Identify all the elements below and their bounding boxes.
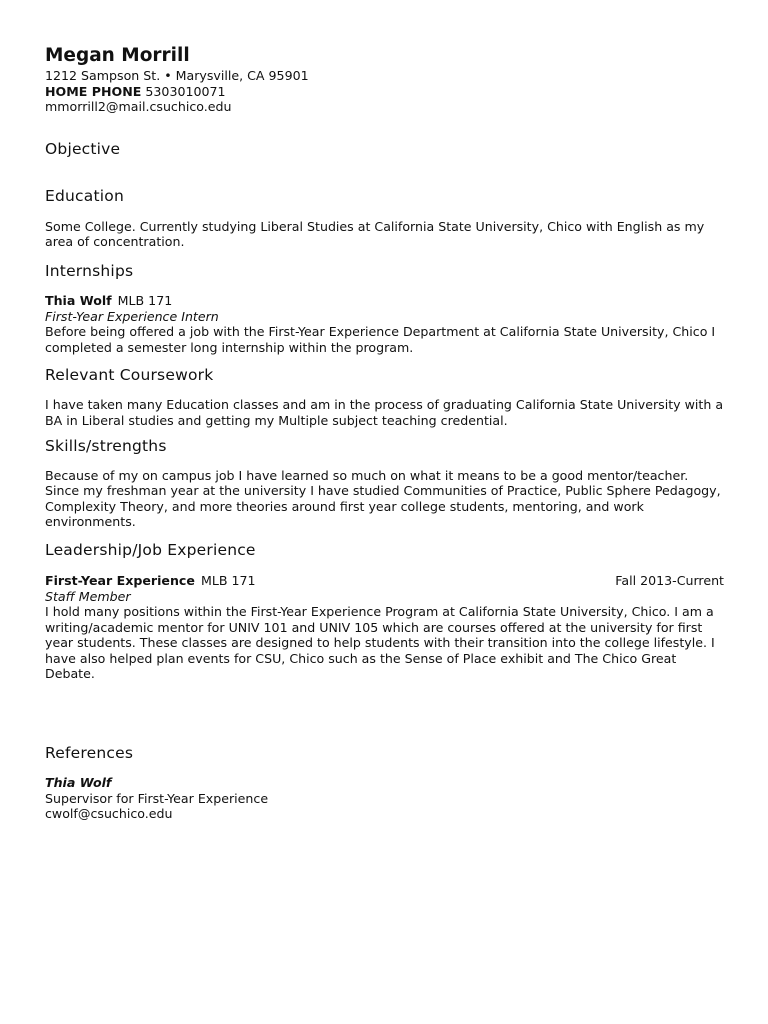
education-text: Some College. Currently studying Liberal Studies at California State University, Chico with English as my area of concentration. (45, 218, 705, 250)
experience-org-line (45, 573, 256, 589)
phone-line (45, 84, 724, 100)
experience-location: MLB 171 (200, 572, 256, 588)
references-heading: References (45, 744, 134, 763)
email-line: mmorrill2@mail.csuchico.edu (45, 99, 232, 115)
skills-heading: Skills/strengths (45, 436, 167, 455)
coursework-heading: Relevant Coursework (45, 366, 214, 385)
experience-title: Staff Member (45, 588, 131, 604)
address-line: 1212 Sampson St. • Marysville, CA 95901 (45, 68, 309, 83)
reference-name: Thia Wolf (45, 775, 112, 791)
experience-description: I hold many positions within the First-Year Experience Program at California State University, Chico. I am a writing/academic mentor for UNIV 101 and UNIV 105 which are courses offered at the university for first year students. These classes are designed to help students with their transition into the college lifestyle. I have also helped plan events for CSU, Chico such as the Sense of Place exhibit and The Chico Great Debate. (45, 604, 715, 682)
experience-head (45, 573, 724, 589)
experience-org: First-Year Experience (45, 572, 195, 588)
experience-entry (45, 573, 724, 682)
internship-org-line (45, 293, 724, 309)
internship-title: First-Year Experience Intern (45, 308, 219, 324)
skills-text: Because of my on campus job I have learned so much on what it means to be a good mentor/teacher. Since my freshman year at the university I have studied Communities of Practice, Public Sphere Pedagogy, Complexity Theory, and more theories around first year college students, mentoring, and work environments. (45, 467, 721, 530)
reference-email: cwolf@csuchico.edu (45, 806, 173, 822)
coursework-text: I have taken many Education classes and am in the process of graduating California State University with a BA in Liberal studies and getting my Multiple subject teaching credential. (45, 397, 724, 428)
experience-heading: Leadership/Job Experience (45, 540, 256, 559)
reference-entry (45, 775, 724, 822)
phone-number: 5303010071 (145, 83, 226, 99)
internship-org: Thia Wolf (45, 292, 112, 308)
education-heading: Education (45, 186, 124, 205)
candidate-name: Megan Morrill (45, 45, 190, 66)
reference-title: Supervisor for First-Year Experience (45, 790, 269, 806)
objective-heading: Objective (45, 139, 121, 158)
phone-label: HOME PHONE (45, 83, 142, 99)
internship-location: MLB 171 (117, 292, 173, 308)
resume-header (45, 44, 724, 115)
internship-entry (45, 293, 724, 355)
internships-heading: Internships (45, 261, 134, 280)
internship-description: Before being offered a job with the First-Year Experience Department at California State University, Chico I completed a semester long internship within the program. (45, 324, 716, 355)
experience-dates: Fall 2013-Current (615, 572, 724, 588)
